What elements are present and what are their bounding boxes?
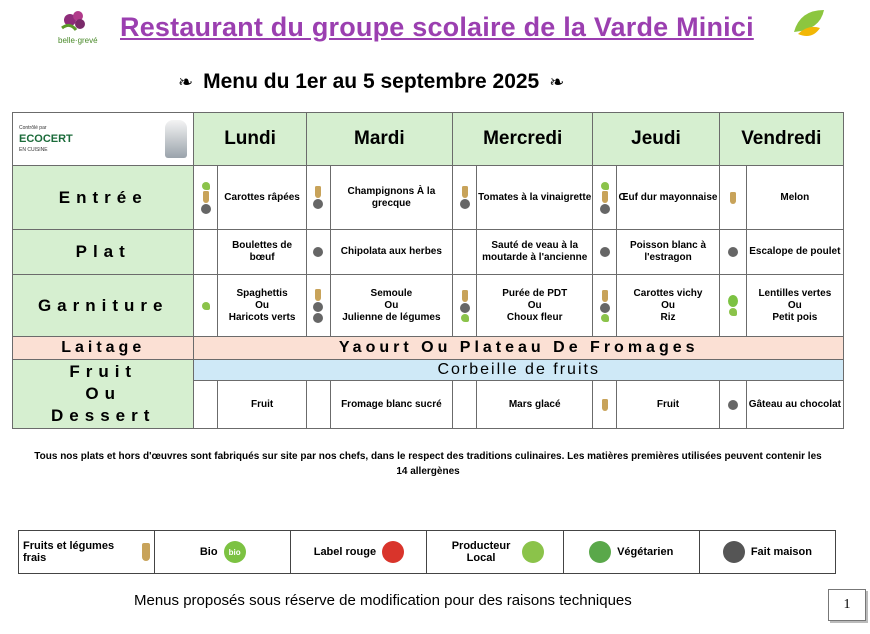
menu-table bbox=[12, 112, 844, 429]
label-icons bbox=[719, 166, 746, 230]
dish-dessert-jeudi: Fruit bbox=[617, 381, 719, 429]
row-label-garniture: Garniture bbox=[13, 275, 194, 337]
legend-bio: Bio bio bbox=[155, 531, 291, 574]
chef-icon bbox=[165, 120, 187, 158]
legend-label-rouge: Label rouge bbox=[291, 531, 427, 574]
fresh-vegetable-icon bbox=[602, 191, 608, 203]
dish-plat-jeudi: Poisson blanc à l'estragon bbox=[617, 230, 719, 275]
bio-icon bbox=[728, 295, 738, 307]
legend-producteur-local: Producteur Local bbox=[427, 531, 563, 574]
dish-entree-mardi: Champignons À la grecque bbox=[330, 166, 452, 230]
bio-icon: bio bbox=[224, 541, 246, 563]
dessert-banner-row bbox=[13, 360, 844, 381]
row-label-entree: Entrée bbox=[13, 166, 194, 230]
dish-garniture-lundi: Spaghettis Ou Haricots verts bbox=[218, 275, 306, 337]
homemade-icon bbox=[313, 247, 323, 257]
homemade-icon bbox=[728, 247, 738, 257]
row-label-laitage: Laitage bbox=[13, 337, 194, 360]
dish-garniture-mercredi: Purée de PDT Ou Choux fleur bbox=[477, 275, 593, 337]
ecocert-cell bbox=[13, 113, 194, 166]
entree-row bbox=[13, 166, 844, 230]
dish-plat-vendredi: Escalope de poulet bbox=[746, 230, 843, 275]
laitage-value: Yaourt Ou Plateau De Fromages bbox=[194, 337, 844, 360]
dish-garniture-jeudi: Carottes vichy Ou Riz bbox=[617, 275, 719, 337]
dish-dessert-lundi: Fruit bbox=[218, 381, 306, 429]
homemade-icon bbox=[600, 204, 610, 214]
ornament-icon: ❧ bbox=[549, 72, 565, 92]
belle-greve-logo bbox=[58, 8, 106, 46]
footer-note: Menus proposés sous réserve de modification pour des raisons techniques bbox=[134, 592, 632, 609]
dish-dessert-vendredi: Gâteau au chocolat bbox=[746, 381, 843, 429]
fresh-vegetable-icon bbox=[203, 191, 209, 203]
fresh-vegetable-icon bbox=[602, 399, 608, 411]
menu-subtitle bbox=[168, 70, 574, 94]
homemade-icon bbox=[313, 302, 323, 312]
dish-dessert-mardi: Fromage blanc sucré bbox=[330, 381, 452, 429]
homemade-icon bbox=[723, 541, 745, 563]
fresh-vegetable-icon bbox=[462, 186, 468, 198]
vegetarian-icon bbox=[729, 308, 737, 316]
vegetarian-icon bbox=[202, 302, 210, 310]
row-label-plat: Plat bbox=[13, 230, 194, 275]
fresh-vegetable-icon bbox=[315, 289, 321, 301]
label-rouge-icon bbox=[382, 541, 404, 563]
dish-entree-lundi: Carottes râpées bbox=[218, 166, 306, 230]
homemade-icon bbox=[600, 247, 610, 257]
dish-plat-mercredi: Sauté de veau à la moutarde à l'ancienne bbox=[477, 230, 593, 275]
dish-entree-mercredi: Tomates à la vinaigrette bbox=[477, 166, 593, 230]
legend-table bbox=[18, 530, 836, 574]
day-header-jeudi: Jeudi bbox=[593, 113, 719, 166]
right-logo-icon bbox=[790, 6, 828, 42]
homemade-icon bbox=[600, 303, 610, 313]
page-title: Restaurant du groupe scolaire de la Varde Minici bbox=[120, 12, 754, 42]
day-header-lundi: Lundi bbox=[194, 113, 306, 166]
fresh-vegetable-icon bbox=[602, 290, 608, 302]
homemade-icon bbox=[201, 204, 211, 214]
row-label-dessert: Fruit Ou Dessert bbox=[13, 360, 194, 429]
ornament-icon: ❧ bbox=[178, 72, 194, 92]
corbeille-banner: Corbeille de fruits bbox=[194, 360, 844, 381]
dish-plat-lundi: Boulettes de bœuf bbox=[218, 230, 306, 275]
logo-left-text: belle·grevé bbox=[58, 36, 98, 45]
label-icons bbox=[306, 166, 330, 230]
dish-entree-jeudi: Œuf dur mayonnaise bbox=[617, 166, 719, 230]
dish-entree-vendredi: Melon bbox=[746, 166, 843, 230]
laitage-row bbox=[13, 337, 844, 360]
garniture-row bbox=[13, 275, 844, 337]
legend-fait-maison: Fait maison bbox=[699, 531, 835, 574]
label-icons bbox=[593, 166, 617, 230]
menu-dates: Menu du 1er au 5 septembre 2025 bbox=[203, 70, 540, 93]
legend-vegetarien: Végétarien bbox=[563, 531, 699, 574]
fresh-vegetable-icon bbox=[730, 192, 736, 204]
legend-fresh: Fruits et légumes frais bbox=[19, 531, 155, 574]
label-icons bbox=[453, 166, 477, 230]
homemade-icon bbox=[313, 313, 323, 323]
fresh-vegetable-icon bbox=[315, 186, 321, 198]
day-header-mardi: Mardi bbox=[306, 113, 452, 166]
fresh-vegetable-icon bbox=[462, 290, 468, 302]
label-icons bbox=[194, 166, 218, 230]
dish-garniture-vendredi: Lentilles vertes Ou Petit pois bbox=[746, 275, 843, 337]
day-header-vendredi: Vendredi bbox=[719, 113, 843, 166]
homemade-icon bbox=[313, 199, 323, 209]
dish-plat-mardi: Chipolata aux herbes bbox=[330, 230, 452, 275]
vegetarian-icon bbox=[461, 314, 469, 322]
allergen-notice: Tous nos plats et hors d'œuvres sont fabriqués sur site par nos chefs, dans le respect des traditions culinaires. Les matières premières utilisées peuvent contenir les 14 allergènes bbox=[34, 451, 822, 477]
plat-row bbox=[13, 230, 844, 275]
homemade-icon bbox=[460, 199, 470, 209]
vegetarian-icon bbox=[601, 314, 609, 322]
vegetarian-icon bbox=[601, 182, 609, 190]
vegetarian-icon bbox=[589, 541, 611, 563]
fresh-vegetable-icon bbox=[142, 543, 150, 561]
local-producer-icon bbox=[522, 541, 544, 563]
homemade-icon bbox=[728, 400, 738, 410]
homemade-icon bbox=[460, 303, 470, 313]
dish-dessert-mercredi: Mars glacé bbox=[477, 381, 593, 429]
dish-garniture-mardi: Semoule Ou Julienne de légumes bbox=[330, 275, 452, 337]
days-header-row bbox=[13, 113, 844, 166]
vegetarian-icon bbox=[202, 182, 210, 190]
page-number: 1 bbox=[828, 589, 866, 621]
ecocert-logo: Contrôlé par ECOCERT EN CUISINE bbox=[19, 124, 73, 153]
flower-logo-icon bbox=[58, 8, 94, 34]
day-header-mercredi: Mercredi bbox=[453, 113, 593, 166]
